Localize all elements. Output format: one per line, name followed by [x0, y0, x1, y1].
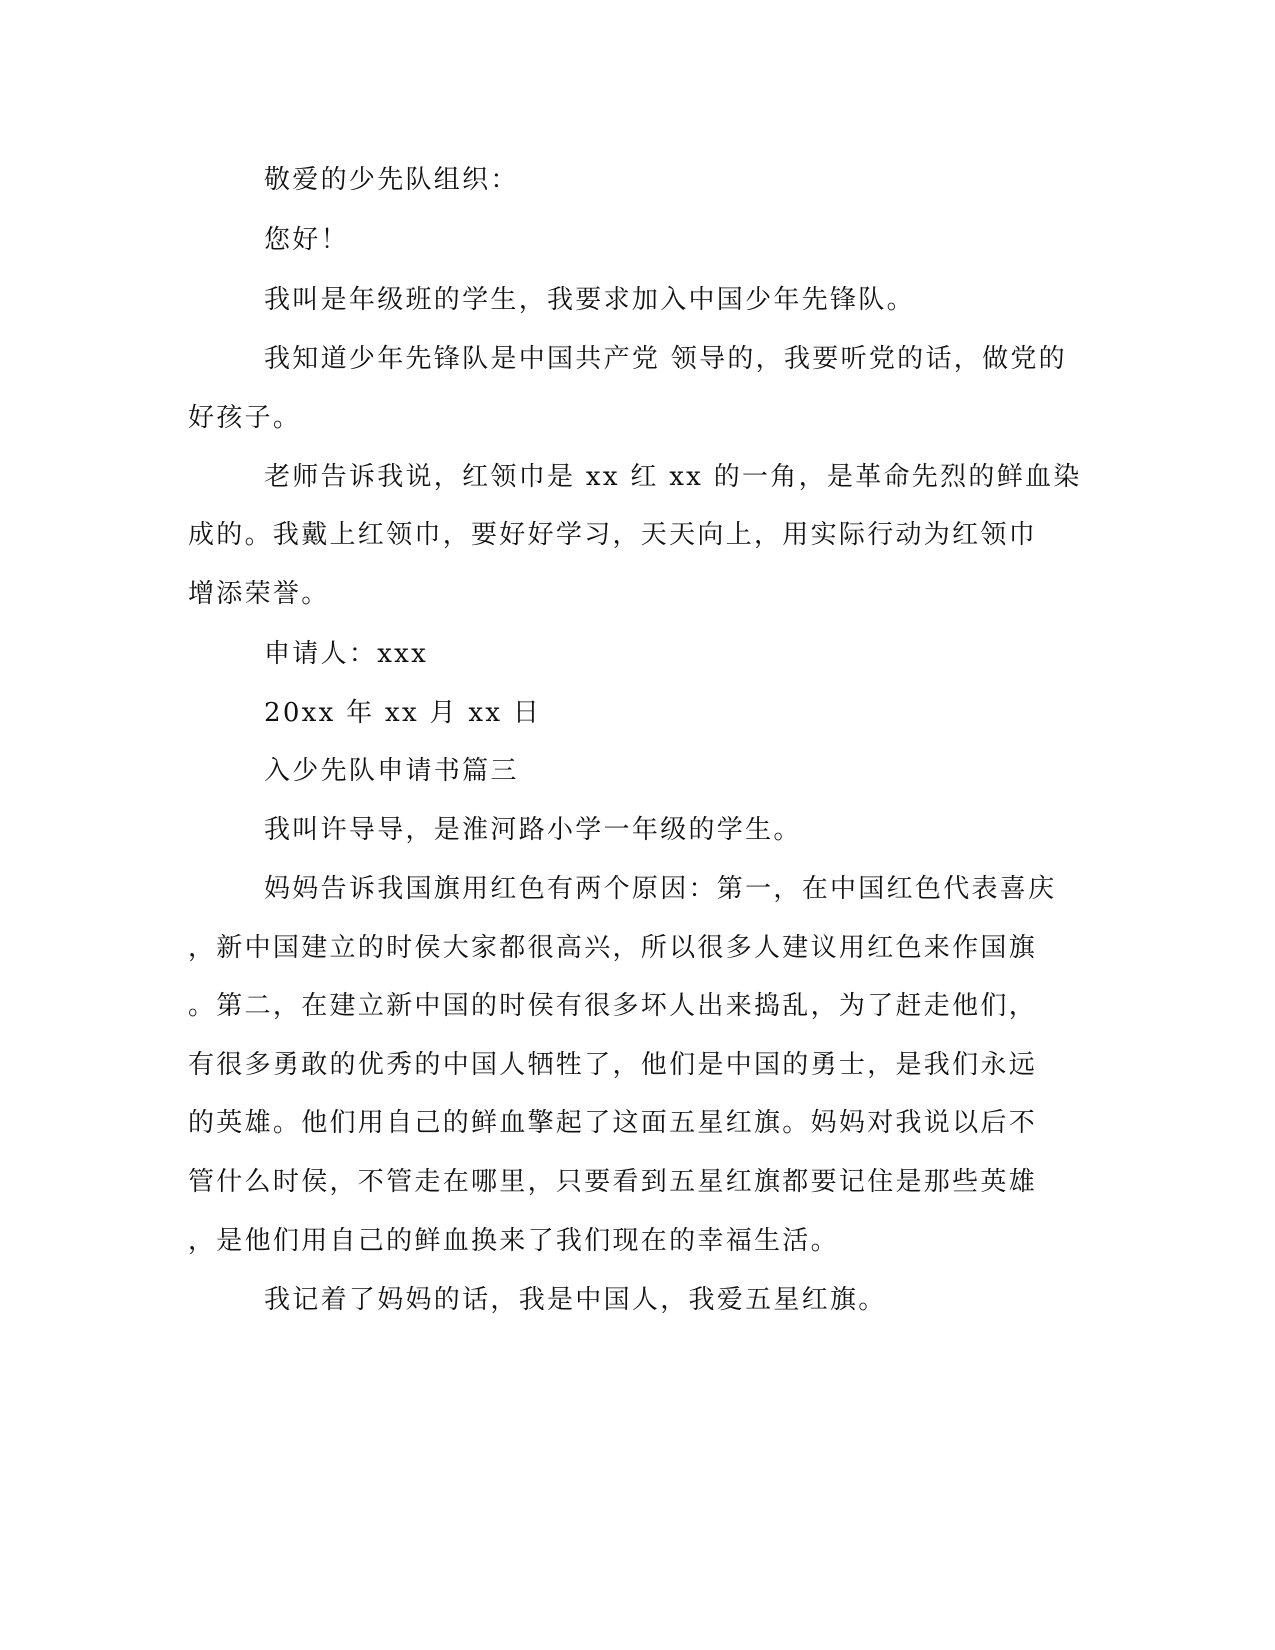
paragraph-line: ，新中国建立的时侯大家都很高兴，所以很多人建议用红色来作国旗: [188, 933, 1038, 963]
paragraph-line: 管什么时侯，不管走在哪里，只要看到五星红旗都要记住是那些英雄: [188, 1167, 1038, 1197]
paragraph-line: 妈妈告诉我国旗用红色有两个原因：第一，在中国红色代表喜庆: [264, 874, 1057, 904]
date-line: 20xx 年 xx 月 xx 日: [264, 698, 542, 728]
paragraph-line: 我叫许导导，是淮河路小学一年级的学生。: [264, 815, 802, 845]
salutation: 敬爱的少先队组织：: [264, 165, 519, 195]
paragraph-line: 成的。我戴上红领巾，要好好学习，天天向上，用实际行动为红领巾: [188, 520, 1038, 550]
paragraph-line: 有很多勇敢的优秀的中国人牺牲了，他们是中国的勇士，是我们永远: [188, 1050, 1038, 1080]
section-title: 入少先队申请书篇三: [264, 756, 519, 786]
paragraph-line: 我知道少年先锋队是中国共产党 领导的，我要听党的话，做党的: [264, 344, 1067, 374]
greeting: 您好！: [264, 225, 349, 255]
paragraph-line: 我叫是年级班的学生，我要求加入中国少年先锋队。: [264, 285, 915, 315]
paragraph-line: 增添荣誉。: [188, 579, 330, 609]
paragraph-line: 。第二，在建立新中国的时侯有很多坏人出来捣乱，为了赶走他们，: [188, 991, 1038, 1021]
paragraph-line: 的英雄。他们用自己的鲜血擎起了这面五星红旗。妈妈对我说以后不: [188, 1108, 1038, 1138]
paragraph-line: 老师告诉我说，红领巾是 xx 红 xx 的一角，是革命先烈的鲜血染: [264, 462, 1082, 492]
paragraph-line: ，是他们用自己的鲜血换来了我们现在的幸福生活。: [188, 1226, 839, 1256]
paragraph-line: 我记着了妈妈的话，我是中国人，我爱五星红旗。: [264, 1285, 887, 1315]
applicant-line: 申请人：xxx: [264, 639, 429, 669]
paragraph-line: 好孩子。: [188, 403, 302, 433]
